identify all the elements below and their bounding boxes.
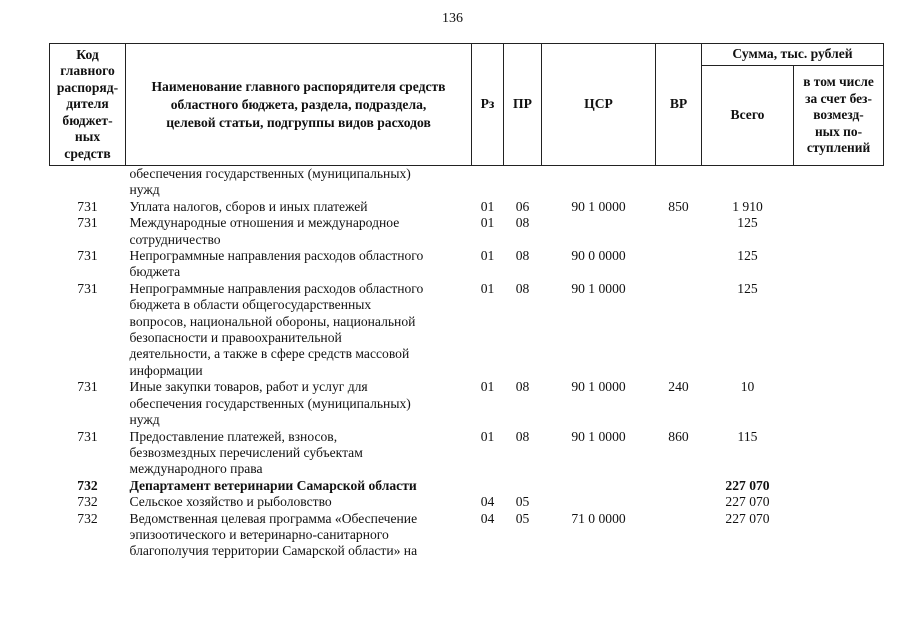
header-code-line: бюджет-	[62, 112, 113, 128]
row-name	[126, 281, 472, 379]
row-name-line: Иные закупки товаров, работ и услуг для	[129, 379, 368, 395]
row-free	[794, 281, 884, 379]
table-row	[50, 215, 884, 248]
header-code-line: средств	[64, 145, 111, 161]
row-total	[702, 166, 794, 199]
header-csr: ЦСР	[542, 44, 656, 166]
row-rz: 04	[480, 510, 495, 526]
row-pr: 08	[515, 379, 530, 395]
table-header	[50, 44, 884, 166]
header-vr: ВР	[656, 44, 702, 166]
row-free	[794, 429, 884, 478]
row-free	[794, 511, 884, 560]
row-csr: 90 1 0000	[571, 280, 626, 296]
row-name	[126, 494, 472, 510]
header-total: Всего	[702, 66, 794, 166]
row-rz	[472, 166, 504, 199]
row-vr	[656, 215, 702, 248]
row-pr: 06	[515, 198, 530, 214]
row-name	[126, 511, 472, 560]
row-rz: 01	[480, 215, 495, 231]
header-name-line: Наименование главного распорядителя средств	[151, 78, 446, 94]
row-name	[126, 429, 472, 478]
row-code: 731	[77, 248, 98, 264]
row-name-line: нужд	[129, 412, 160, 428]
row-name-line: бюджета	[129, 264, 181, 280]
page-number: 136	[442, 11, 463, 26]
row-code: 732	[77, 477, 98, 493]
row-name-line: Непрограммные направления расходов областного	[129, 280, 424, 296]
row-name-line: Сельское хозяйство и рыболовство	[129, 494, 332, 510]
row-rz: 01	[480, 198, 495, 214]
row-vr	[656, 248, 702, 281]
row-name	[126, 215, 472, 248]
header-code-line: дителя	[66, 96, 109, 112]
row-rz: 01	[480, 379, 495, 395]
header-rz: Рз	[472, 44, 504, 166]
row-name-line: международного права	[129, 461, 263, 477]
row-csr: 90 1 0000	[571, 198, 626, 214]
row-free	[794, 199, 884, 215]
header-pr: ПР	[504, 44, 542, 166]
row-pr	[504, 478, 542, 494]
row-name	[126, 199, 472, 215]
row-name-line: Департамент ветеринарии Самарской области	[129, 477, 417, 493]
row-name-line: бюджета в области общегосударственных	[129, 297, 372, 313]
row-name-line: Непрограммные направления расходов областного	[129, 248, 424, 264]
row-pr: 05	[515, 494, 530, 510]
row-name-line: Международные отношения и международное	[129, 215, 400, 231]
table-row	[50, 281, 884, 379]
budget-table	[49, 43, 884, 560]
row-code: 731	[77, 428, 98, 444]
row-pr: 08	[515, 215, 530, 231]
header-free-line: ных по-	[814, 123, 863, 139]
row-csr: 71 0 0000	[571, 510, 626, 526]
header-free-line: в том числе	[803, 74, 874, 90]
row-code: 732	[77, 510, 98, 526]
row-name-line: обеспечения государственных (муниципальных)	[129, 166, 411, 181]
header-free-line: ступлений	[806, 140, 871, 156]
row-total: 10	[740, 379, 755, 395]
row-code: 731	[77, 198, 98, 214]
row-name-line: благополучия территории Самарской области» на	[129, 543, 418, 559]
row-csr: 90 0 0000	[571, 248, 626, 264]
row-name-line: сотрудничество	[129, 231, 221, 247]
row-total: 227 070	[725, 494, 770, 510]
header-code-line: ных	[74, 129, 101, 145]
row-name	[126, 166, 472, 199]
row-csr	[542, 215, 656, 248]
row-name-line: безвозмездных перечислений субъектам	[129, 444, 363, 460]
row-name-line: деятельности, а также в сфере средств массовой	[129, 346, 410, 362]
row-vr: 860	[668, 428, 689, 444]
row-csr	[542, 494, 656, 510]
row-free	[794, 478, 884, 494]
row-name	[126, 379, 472, 428]
row-free	[794, 248, 884, 281]
table-row	[50, 379, 884, 428]
row-name-line: вопросов, национальной обороны, национальной	[129, 313, 416, 329]
row-rz: 04	[480, 494, 495, 510]
row-csr: 90 1 0000	[571, 428, 626, 444]
table-row	[50, 494, 884, 510]
table-row	[50, 478, 884, 494]
header-code-line: главного	[60, 63, 115, 79]
row-rz: 01	[480, 428, 495, 444]
header-name	[126, 44, 472, 166]
header-code-line: распоряд-	[56, 79, 119, 95]
row-rz: 01	[480, 248, 495, 264]
row-vr	[656, 511, 702, 560]
row-pr: 08	[515, 248, 530, 264]
row-total: 227 070	[725, 510, 770, 526]
row-vr	[656, 494, 702, 510]
row-pr: 05	[515, 510, 530, 526]
row-name-line: Ведомственная целевая программа «Обеспечение	[129, 510, 418, 526]
row-code: 731	[77, 379, 98, 395]
row-code	[50, 166, 126, 199]
table-row	[50, 248, 884, 281]
row-total: 125	[737, 215, 758, 231]
row-name-line: нужд	[129, 182, 160, 198]
row-csr: 90 1 0000	[571, 379, 626, 395]
row-name-line: Уплата налогов, сборов и иных платежей	[129, 198, 368, 214]
row-total: 1 910	[732, 198, 763, 214]
row-pr	[504, 166, 542, 199]
row-name-line: Предоставление платежей, взносов,	[129, 428, 338, 444]
row-rz	[472, 478, 504, 494]
row-free	[794, 215, 884, 248]
row-name-line: безопасности и правоохранительной	[129, 330, 342, 346]
header-code	[50, 44, 126, 166]
row-pr: 08	[515, 280, 530, 296]
header-free-line: возмезд-	[813, 107, 864, 123]
row-name-line: эпизоотического и ветеринарно-санитарного	[129, 526, 389, 542]
row-name	[126, 248, 472, 281]
header-sum: Сумма, тыс. рублей	[702, 44, 884, 66]
table-row	[50, 166, 884, 199]
row-code: 731	[77, 280, 98, 296]
table-row	[50, 511, 884, 560]
header-code-line: Код	[76, 47, 99, 63]
table-row	[50, 429, 884, 478]
row-rz: 01	[480, 280, 495, 296]
row-name-line: информации	[129, 362, 203, 378]
row-total: 125	[737, 248, 758, 264]
row-vr: 240	[668, 379, 689, 395]
row-vr	[656, 281, 702, 379]
row-total: 125	[737, 280, 758, 296]
header-name-line: целевой статьи, подгруппы видов расходов	[166, 114, 431, 130]
row-pr: 08	[515, 428, 530, 444]
row-name-line: обеспечения государственных (муниципальных)	[129, 395, 411, 411]
header-free	[794, 66, 884, 166]
row-name	[126, 478, 472, 494]
row-csr	[542, 478, 656, 494]
header-free-line: за счет без-	[805, 90, 872, 106]
row-total: 227 070	[725, 477, 770, 493]
row-code: 732	[77, 494, 98, 510]
header-name-line: областного бюджета, раздела, подраздела,	[170, 96, 427, 112]
row-free	[794, 494, 884, 510]
row-total: 115	[737, 428, 758, 444]
row-csr	[542, 166, 656, 199]
table-row	[50, 199, 884, 215]
row-free	[794, 379, 884, 428]
row-vr	[656, 166, 702, 199]
row-code: 731	[77, 215, 98, 231]
row-free	[794, 166, 884, 199]
row-vr	[656, 478, 702, 494]
table-body	[50, 166, 884, 560]
row-vr: 850	[668, 198, 689, 214]
